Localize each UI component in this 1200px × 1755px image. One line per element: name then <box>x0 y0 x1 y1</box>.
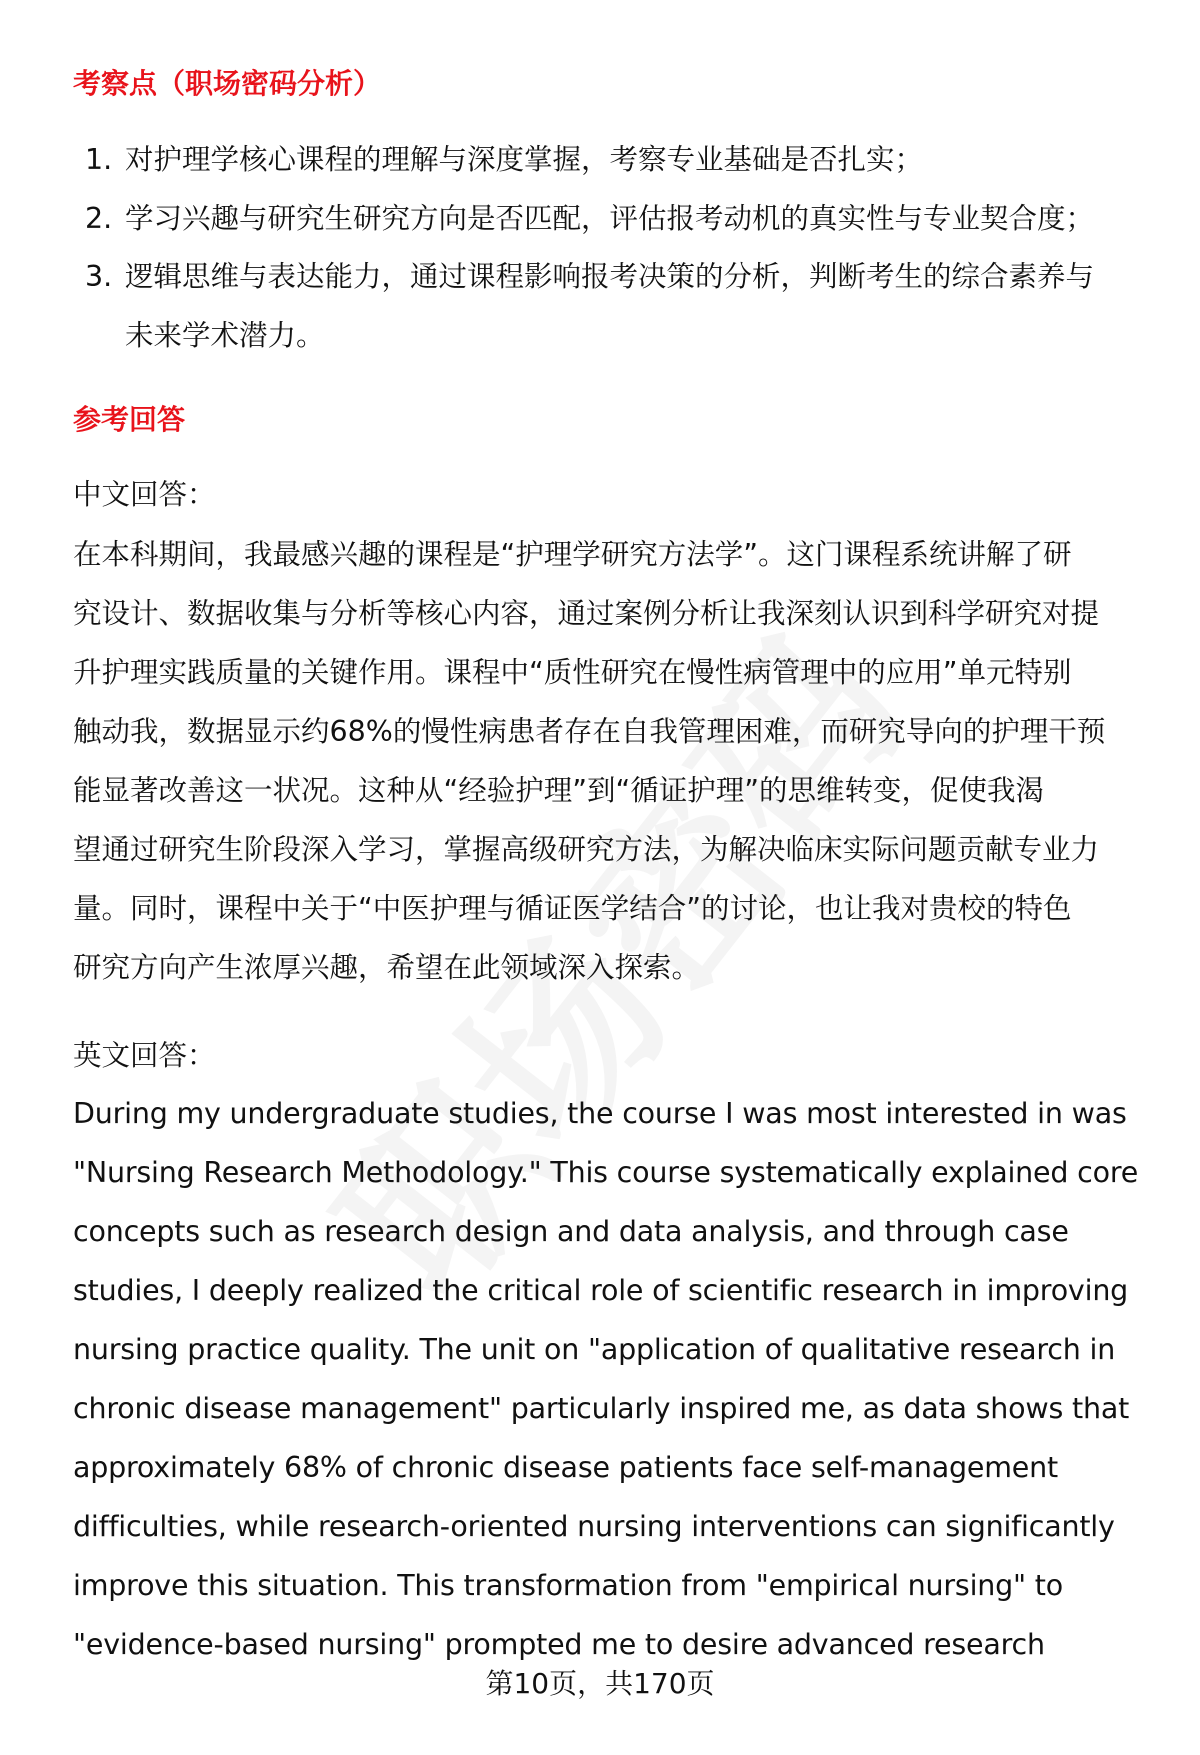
english-answer-line: "Nursing Research Methodology." This course systematically explained core <box>73 1156 1139 1189</box>
chinese-answer-line: 究设计、数据收集与分析等核心内容，通过案例分析让我深刻认识到科学研究对提 <box>73 597 1100 630</box>
exam-point-item <box>73 306 325 365</box>
english-answer-line: studies, I deeply realized the critical role of scientific research in improving <box>73 1274 1129 1307</box>
exam-point-item <box>73 247 1094 306</box>
list-number: 2. <box>85 201 113 235</box>
english-answer-line: chronic disease management" particularly inspired me, as data shows that <box>73 1392 1130 1425</box>
chinese-answer-line: 能显著改善这一状况。这种从“经验护理”到“循证护理”的思维转变，促使我渴 <box>73 774 1045 807</box>
english-answer-line: difficulties, while research-oriented nursing interventions can significantly <box>73 1510 1115 1543</box>
english-answer-line: approximately 68% of chronic disease patients face self-management <box>73 1451 1058 1484</box>
chinese-answer-label: 中文回答： <box>73 478 216 511</box>
list-number: 1. <box>85 143 113 176</box>
chinese-answer-line: 量。同时，课程中关于“中医护理与循证医学结合”的讨论，也让我对贵校的特色 <box>73 892 1072 925</box>
chinese-answer-line: 研究方向产生浓厚兴趣，希望在此领域深入探索。 <box>73 951 701 984</box>
list-item-text: 逻辑思维与表达能力，通过课程影响报考决策的分析，判断考生的综合素养与 <box>125 260 1095 293</box>
chinese-answer-line: 在本科期间，我最感兴趣的课程是“护理学研究方法学”。这门课程系统讲解了研 <box>73 538 1072 571</box>
chinese-answer-line: 望通过研究生阶段深入学习，掌握高级研究方法，为解决临床实际问题贡献专业力 <box>73 833 1100 866</box>
english-answer-line: "evidence-based nursing" prompted me to desire advanced research <box>73 1628 1045 1661</box>
exam-point-item <box>73 130 923 189</box>
english-answer-label: 英文回答： <box>73 1039 216 1072</box>
section-heading-reference-answer: 参考回答 <box>73 403 186 436</box>
english-answer-line: improve this situation. This transformation from "empirical nursing" to <box>73 1569 1064 1602</box>
list-number: 3. <box>85 260 113 293</box>
section-heading-exam-points: 考察点（职场密码分析） <box>73 67 382 100</box>
english-answer-line: concepts such as research design and data analysis, and through case <box>73 1215 1069 1248</box>
list-item-text: 对护理学核心课程的理解与深度掌握，考察专业基础是否扎实； <box>125 143 924 176</box>
chinese-answer-line: 升护理实践质量的关键作用。课程中“质性研究在慢性病管理中的应用”单元特别 <box>73 656 1072 689</box>
exam-point-item <box>73 189 1094 248</box>
chinese-answer-line: 触动我，数据显示约68%的慢性病患者存在自我管理困难，而研究导向的护理干预 <box>73 715 1106 748</box>
page-number: 第10页，共170页 <box>485 1667 715 1700</box>
list-item-text: 学习兴趣与研究生研究方向是否匹配，评估报考动机的真实性与专业契合度； <box>125 201 1095 235</box>
english-answer-line: During my undergraduate studies, the course I was most interested in was <box>73 1097 1127 1130</box>
list-item-text: 未来学术潜力。 <box>125 318 325 352</box>
english-answer-line: nursing practice quality. The unit on "application of qualitative research in <box>73 1333 1116 1366</box>
